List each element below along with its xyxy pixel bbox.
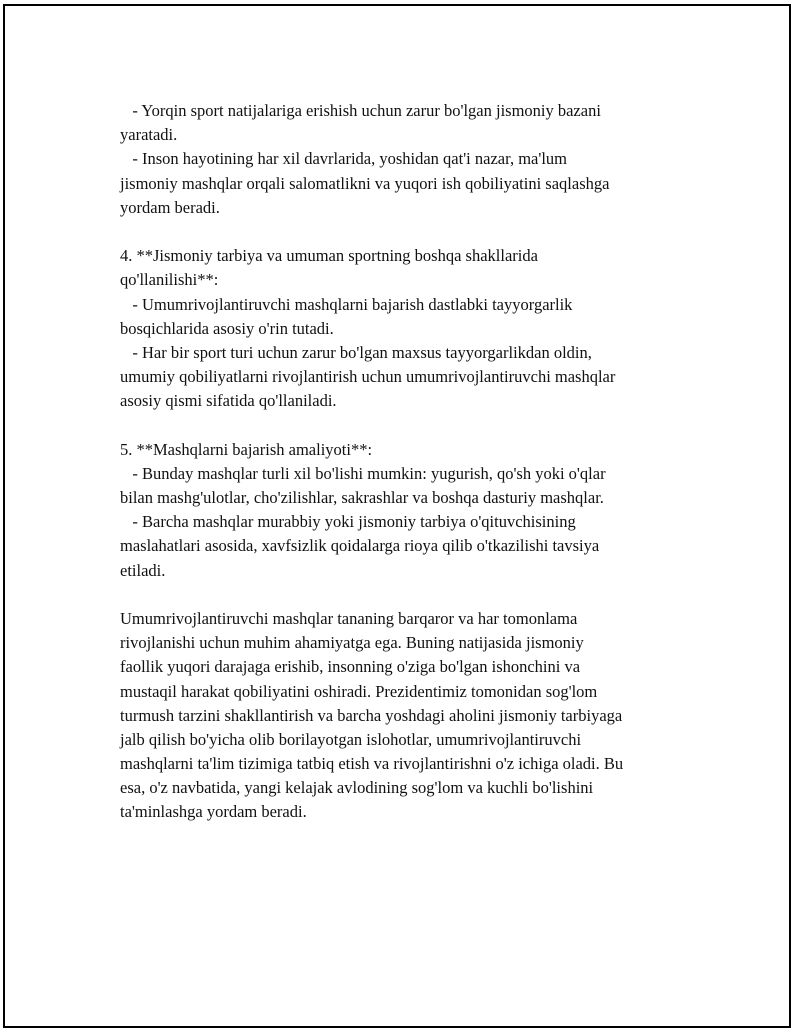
text-line: umumiy qobiliyatlarni rivojlantirish uchun umumrivojlantiruvchi mashqlar — [120, 367, 616, 387]
bullet-4-2 — [120, 341, 690, 414]
text-line: mustaqil harakat qobiliyatini oshiradi. Prezidentimiz tomonidan sog'lom — [120, 681, 598, 701]
text-line: etiladi. — [120, 560, 166, 580]
text-line: qo'llanilishi**: — [120, 270, 219, 290]
bullet-3-2 — [120, 147, 690, 220]
heading-4 — [120, 244, 690, 292]
text-line: turmush tarzini shakllantirish va barcha yoshdagi aholini jismoniy tarbiyaga — [120, 705, 623, 725]
paragraph-gap — [120, 220, 690, 244]
text-line: 4. **Jismoniy tarbiya va umuman sportning boshqa shakllarida — [120, 246, 538, 266]
text-line: faollik yuqori darajaga erishib, insonning o'ziga bo'lgan ishonchini va — [120, 657, 581, 677]
text-line: jalb qilish bo'yicha olib borilayotgan islohotlar, umumrivojlantiruvchi — [120, 729, 582, 749]
bullet-5-1 — [120, 462, 690, 510]
text-line: yaratadi. — [120, 125, 178, 145]
text-line: - Barcha mashqlar murabbiy yoki jismoniy tarbiya o'qituvchisining — [120, 512, 576, 532]
text-line: rivojlanishi uchun muhim ahamiyatga ega. Buning natijasida jismoniy — [120, 633, 584, 653]
text-line: - Bunday mashqlar turli xil bo'lishi mumkin: yugurish, qo'sh yoki o'qlar — [120, 463, 606, 483]
text-line: bilan mashg'ulotlar, cho'zilishlar, sakrashlar va boshqa dasturiy mashqlar. — [120, 488, 604, 507]
document-body — [120, 99, 690, 825]
text-line: - Umumrivojlantiruvchi mashqlarni bajarish dastlabki tayyorgarlik — [120, 294, 573, 314]
text-line: yordam beradi. — [120, 197, 220, 217]
text-line: - Yorqin sport natijalariga erishish uchun zarur bo'lgan jismoniy bazani — [120, 101, 601, 120]
text-line: bosqichlarida asosiy o'rin tutadi. — [120, 318, 334, 338]
text-line: - Har bir sport turi uchun zarur bo'lgan maxsus tayyorgarlikdan oldin, — [120, 342, 592, 362]
text-line: ta'minlashga yordam beradi. — [120, 802, 307, 822]
paragraph-gap — [120, 583, 690, 607]
text-line: jismoniy mashqlar orqali salomatlikni va yuqori ish qobiliyatini saqlashga — [120, 173, 610, 193]
text-line: maslahatlari asosida, xavfsizlik qoidalarga rioya qilib o'tkazilishi tavsiya — [120, 536, 600, 556]
text-line: esa, o'z navbatida, yangi kelajak avlodining sog'lom va kuchli bo'lishini — [120, 778, 594, 798]
bullet-4-1 — [120, 293, 690, 341]
conclusion-paragraph — [120, 607, 690, 825]
text-line: asosiy qismi sifatida qo'llaniladi. — [120, 391, 337, 411]
bullet-3-1 — [120, 99, 690, 147]
text-line: mashqlarni ta'lim tizimiga tatbiq etish va rivojlantirishni o'z ichiga oladi. Bu — [120, 754, 624, 774]
text-line: 5. **Mashqlarni bajarish amaliyoti**: — [120, 439, 373, 459]
page-frame — [3, 4, 791, 1028]
bullet-5-2 — [120, 510, 690, 583]
text-line: Umumrivojlantiruvchi mashqlar tananing barqaror va har tomonlama — [120, 608, 578, 628]
paragraph-gap — [120, 413, 690, 437]
heading-5 — [120, 438, 690, 462]
text-line: - Inson hayotining har xil davrlarida, yoshidan qat'i nazar, ma'lum — [120, 149, 567, 169]
